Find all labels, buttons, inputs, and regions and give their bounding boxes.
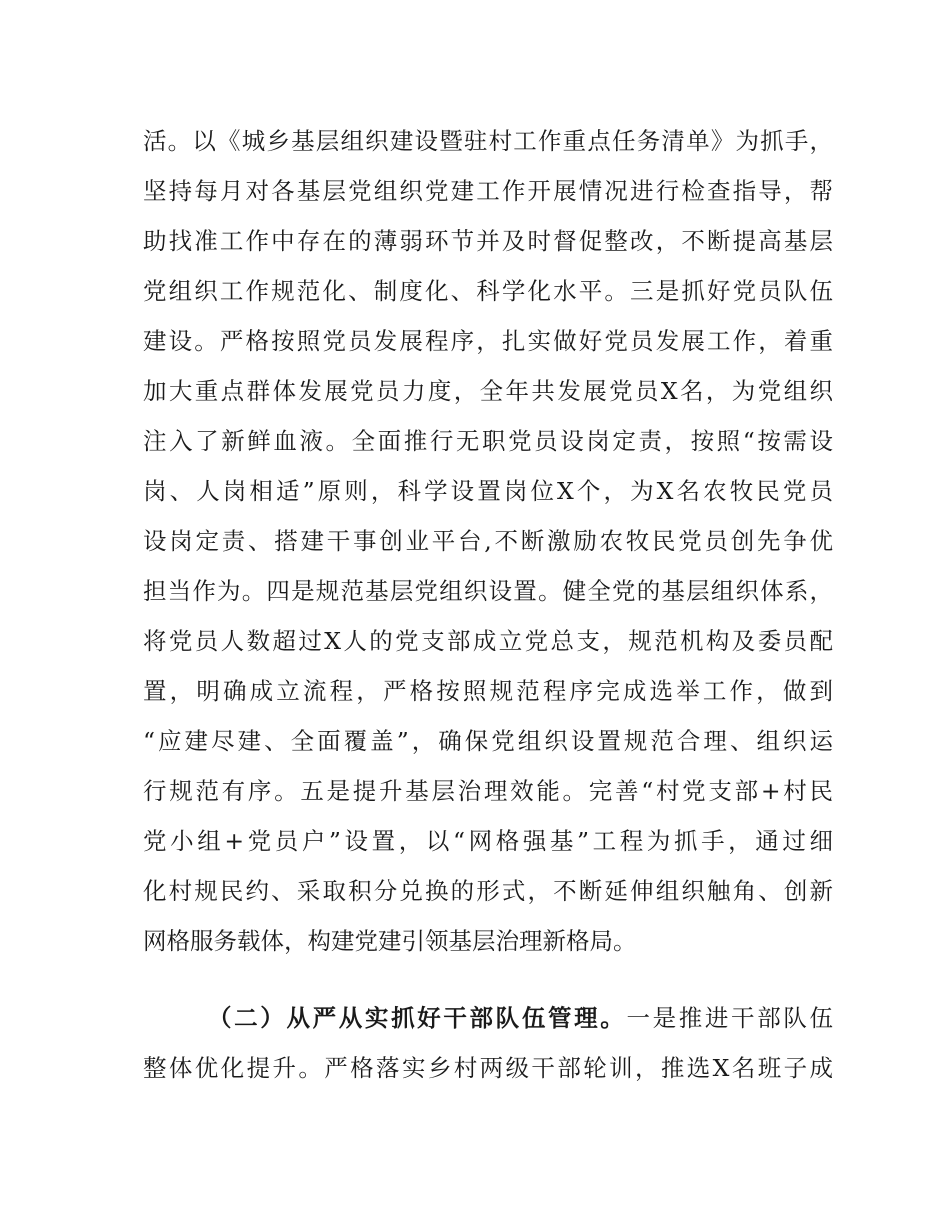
paragraph-line: 党小组+党员户”设置，以“网格强基”工程为抓手，通过细 — [143, 827, 833, 855]
paragraph-line: 行规范有序。五是提升基层治理效能。完善“村党支部+村民 — [143, 777, 833, 805]
section-heading: （二）从严从实抓好干部队伍管理。 — [208, 1004, 627, 1032]
paragraph-line: 化村规民约、采取积分兑换的形式，不断延伸组织触角、创新 — [143, 877, 833, 905]
paragraph-line: “应建尽建、全面覆盖”，确保党组织设置规范合理、组织运 — [143, 727, 833, 755]
paragraph-line: 整体优化提升。严格落实乡村两级干部轮训，推选X名班子成 — [143, 1054, 833, 1082]
paragraph-line: 党组织工作规范化、制度化、科学化水平。三是抓好党员队伍 — [143, 277, 833, 305]
paragraph-line: 注入了新鲜血液。全面推行无职党员设岗定责，按照“按需设 — [143, 427, 833, 455]
paragraph-line: 助找准工作中存在的薄弱环节并及时督促整改，不断提高基层 — [143, 227, 833, 255]
paragraph-line: 设岗定责、搭建干事创业平台,不断激励农牧民党员创先争优 — [143, 527, 833, 555]
paragraph-line: 活。以《城乡基层组织建设暨驻村工作重点任务清单》为抓手， — [143, 127, 833, 155]
paragraph-line: 岗、人岗相适”原则，科学设置岗位X个，为X名农牧民党员 — [143, 477, 833, 505]
paragraph-line: 建设。严格按照党员发展程序，扎实做好党员发展工作，着重 — [143, 327, 833, 355]
paragraph-line: 加大重点群体发展党员力度，全年共发展党员X名，为党组织 — [143, 377, 833, 405]
paragraph-line: 坚持每月对各基层党组织党建工作开展情况进行检查指导，帮 — [143, 177, 833, 205]
paragraph-line: 将党员人数超过X人的党支部成立党总支，规范机构及委员配 — [143, 627, 833, 655]
paragraph-line: 担当作为。四是规范基层党组织设置。健全党的基层组织体系， — [143, 577, 833, 605]
section-2-first-line — [208, 998, 833, 1038]
paragraph-line: 置，明确成立流程，严格按照规范程序完成选举工作，做到 — [143, 677, 833, 705]
section-2-text: 一是推进干部队伍 — [626, 1004, 834, 1032]
paragraph-line: 网格服务载体，构建党建引领基层治理新格局。 — [143, 927, 637, 955]
